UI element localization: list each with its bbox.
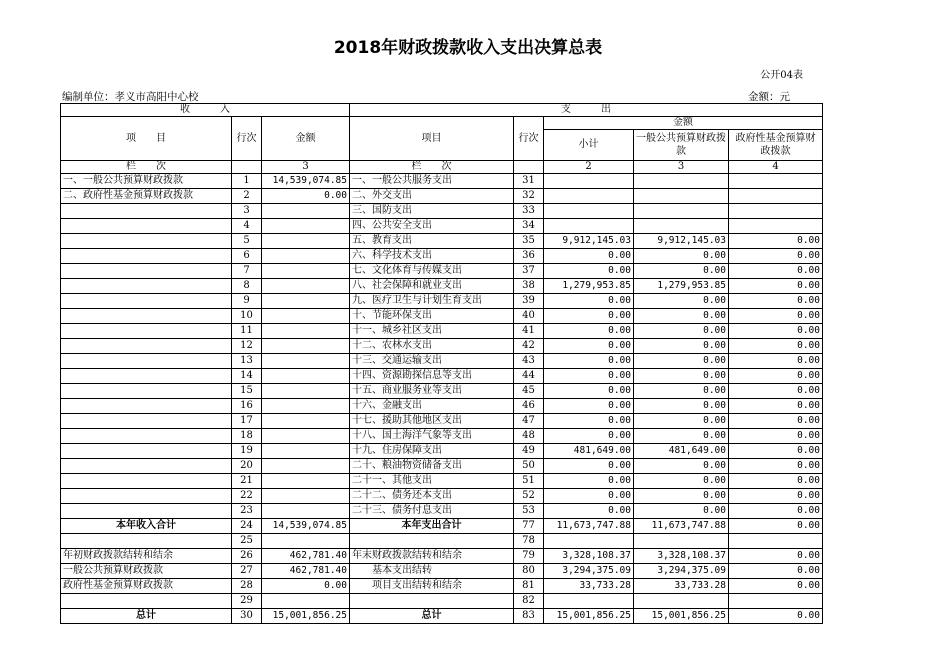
table-row [61, 384, 823, 399]
income-item [61, 489, 232, 504]
income-row-no: 17 [232, 414, 262, 429]
gov-fund-value: 0.00 [729, 354, 823, 369]
gov-fund-value: 0.00 [729, 369, 823, 384]
expense-row-no: 33 [514, 204, 544, 219]
gov-fund-value: 0.00 [729, 429, 823, 444]
expense-item: 十九、住房保障支出 [350, 444, 514, 459]
amount-unit: 金额：元 [748, 91, 790, 103]
subtotal-value: 0.00 [544, 474, 634, 489]
gov-fund-value: 0.00 [729, 579, 823, 594]
expense-row-no: 52 [514, 489, 544, 504]
table-row [61, 489, 823, 504]
income-item [61, 459, 232, 474]
table-row [61, 234, 823, 249]
income-amount [262, 504, 350, 519]
general-budget-header: 一般公共预算财政拨款 [634, 130, 729, 161]
page-title: 2018年财政拨款收入支出决算总表 [333, 38, 603, 58]
income-amount [262, 354, 350, 369]
gov-fund-value: 0.00 [729, 309, 823, 324]
expense-row-no: 45 [514, 384, 544, 399]
expense-row-no: 47 [514, 414, 544, 429]
income-row-no: 6 [232, 249, 262, 264]
expense-row-no: 50 [514, 459, 544, 474]
income-row-no: 23 [232, 504, 262, 519]
general-budget-value [634, 189, 729, 204]
income-row-no: 2 [232, 189, 262, 204]
general-budget-value: 0.00 [634, 309, 729, 324]
income-item: 政府性基金预算财政拨款 [61, 579, 232, 594]
subtotal-value [544, 534, 634, 549]
general-budget-value: 0.00 [634, 369, 729, 384]
gov-fund-value: 0.00 [729, 474, 823, 489]
subtotal-value: 0.00 [544, 339, 634, 354]
subtotal-value: 0.00 [544, 414, 634, 429]
gov-fund-value: 0.00 [729, 264, 823, 279]
expense-row-no: 83 [514, 609, 544, 624]
expense-row-no: 79 [514, 549, 544, 564]
expense-row-no: 80 [514, 564, 544, 579]
expense-row-no: 35 [514, 234, 544, 249]
income-amount [262, 294, 350, 309]
table-row [61, 279, 823, 294]
income-item [61, 594, 232, 609]
income-row-no: 27 [232, 564, 262, 579]
expense-item: 十五、商业服务业等支出 [350, 384, 514, 399]
expense-item: 十二、农林水支出 [350, 339, 514, 354]
income-amount [262, 219, 350, 234]
income-amount [262, 459, 350, 474]
expense-item: 二十三、债务付息支出 [350, 504, 514, 519]
subtotal-header: 小计 [544, 130, 634, 161]
income-item [61, 234, 232, 249]
general-budget-value [634, 219, 729, 234]
income-amount: 15,001,856.25 [262, 609, 350, 624]
income-amount [262, 414, 350, 429]
general-budget-value: 0.00 [634, 414, 729, 429]
expense-row-no: 32 [514, 189, 544, 204]
expense-item: 六、科学技术支出 [350, 249, 514, 264]
income-amount-header: 金额 [262, 117, 350, 161]
expense-row-no: 51 [514, 474, 544, 489]
income-row-no: 11 [232, 324, 262, 339]
income-amount [262, 309, 350, 324]
table-row [61, 414, 823, 429]
table-row [61, 429, 823, 444]
general-budget-value: 1,279,953.85 [634, 279, 729, 294]
subtotal-value: 9,912,145.03 [544, 234, 634, 249]
gov-fund-value [729, 189, 823, 204]
income-row-no: 21 [232, 474, 262, 489]
income-amount [262, 384, 350, 399]
gov-fund-value: 0.00 [729, 549, 823, 564]
budget-summary-table [60, 103, 823, 624]
subtotal-value [544, 219, 634, 234]
income-amount [262, 474, 350, 489]
table-row [61, 519, 823, 534]
subtotal-value: 0.00 [544, 249, 634, 264]
subtotal-value: 0.00 [544, 309, 634, 324]
subtotal-value: 0.00 [544, 504, 634, 519]
subtotal-value: 481,649.00 [544, 444, 634, 459]
table-row [61, 249, 823, 264]
expense-item: 本年支出合计 [350, 519, 514, 534]
expense-rowno-header: 行次 [514, 117, 544, 161]
general-budget-value: 0.00 [634, 489, 729, 504]
income-item-header: 项 目 [61, 117, 232, 161]
expense-item: 五、教育支出 [350, 234, 514, 249]
income-item: 总计 [61, 609, 232, 624]
table-row [61, 444, 823, 459]
expense-row-no: 81 [514, 579, 544, 594]
income-row-no: 7 [232, 264, 262, 279]
income-amount [262, 534, 350, 549]
income-row-no: 19 [232, 444, 262, 459]
expense-item: 基本支出结转 [350, 564, 514, 579]
subtotal-value: 3,328,108.37 [544, 549, 634, 564]
table-row [61, 459, 823, 474]
subtotal-value: 11,673,747.88 [544, 519, 634, 534]
subtotal-value: 0.00 [544, 399, 634, 414]
expense-item: 一、一般公共服务支出 [350, 174, 514, 189]
income-row-no: 25 [232, 534, 262, 549]
expense-row-no: 46 [514, 399, 544, 414]
income-row-no: 9 [232, 294, 262, 309]
expense-row-no: 41 [514, 324, 544, 339]
expense-item: 十七、援助其他地区支出 [350, 414, 514, 429]
income-amount [262, 324, 350, 339]
col-number-3: 3 [262, 161, 350, 174]
expense-item: 项目支出结转和结余 [350, 579, 514, 594]
income-amount [262, 339, 350, 354]
table-row [61, 354, 823, 369]
subtotal-value: 0.00 [544, 354, 634, 369]
expense-item: 九、医疗卫生与计划生育支出 [350, 294, 514, 309]
expense-item: 十一、城乡社区支出 [350, 324, 514, 339]
subtotal-value: 0.00 [544, 459, 634, 474]
general-budget-value: 0.00 [634, 324, 729, 339]
gov-fund-value: 0.00 [729, 399, 823, 414]
general-budget-value: 0.00 [634, 354, 729, 369]
gov-fund-value: 0.00 [729, 249, 823, 264]
income-item [61, 414, 232, 429]
income-amount: 0.00 [262, 579, 350, 594]
general-budget-value: 9,912,145.03 [634, 234, 729, 249]
income-item [61, 264, 232, 279]
income-row-no: 16 [232, 399, 262, 414]
subtotal-value: 0.00 [544, 429, 634, 444]
general-budget-value [634, 204, 729, 219]
subtotal-value [544, 594, 634, 609]
table-row [61, 564, 823, 579]
col-number-2: 2 [544, 161, 634, 174]
general-budget-value: 3,328,108.37 [634, 549, 729, 564]
general-budget-value: 0.00 [634, 504, 729, 519]
income-item: 二、政府性基金预算财政拨款 [61, 189, 232, 204]
gov-fund-value: 0.00 [729, 279, 823, 294]
general-budget-value: 481,649.00 [634, 444, 729, 459]
income-amount [262, 594, 350, 609]
expense-row-no: 77 [514, 519, 544, 534]
general-budget-value [634, 174, 729, 189]
general-budget-value: 33,733.28 [634, 579, 729, 594]
gov-fund-value: 0.00 [729, 459, 823, 474]
table-row [61, 579, 823, 594]
expense-item: 二十二、债务还本支出 [350, 489, 514, 504]
income-row-no: 4 [232, 219, 262, 234]
income-item [61, 249, 232, 264]
table-row [61, 474, 823, 489]
expense-item: 二、外交支出 [350, 189, 514, 204]
subtotal-value [544, 204, 634, 219]
general-budget-value: 0.00 [634, 249, 729, 264]
gov-fund-value: 0.00 [729, 294, 823, 309]
income-row-no: 10 [232, 309, 262, 324]
expense-row-no: 82 [514, 594, 544, 609]
general-budget-value: 0.00 [634, 399, 729, 414]
table-row [61, 609, 823, 624]
table-row [61, 339, 823, 354]
form-number: 公开04表 [760, 70, 803, 81]
expense-item: 八、社会保障和就业支出 [350, 279, 514, 294]
subtotal-value: 3,294,375.09 [544, 564, 634, 579]
income-row-no: 5 [232, 234, 262, 249]
expense-item: 二十一、其他支出 [350, 474, 514, 489]
gov-fund-value: 0.00 [729, 234, 823, 249]
expense-item: 十六、金融支出 [350, 399, 514, 414]
table-row [61, 369, 823, 384]
expense-row-no: 38 [514, 279, 544, 294]
general-budget-value: 11,673,747.88 [634, 519, 729, 534]
income-row-no: 26 [232, 549, 262, 564]
gov-fund-value: 0.00 [729, 384, 823, 399]
general-budget-value: 0.00 [634, 429, 729, 444]
income-row-no: 24 [232, 519, 262, 534]
income-amount: 462,781.40 [262, 564, 350, 579]
income-row-no: 13 [232, 354, 262, 369]
expense-item: 四、公共安全支出 [350, 219, 514, 234]
table-row [61, 549, 823, 564]
gov-fund-value: 0.00 [729, 444, 823, 459]
subtotal-value: 15,001,856.25 [544, 609, 634, 624]
income-row-no: 20 [232, 459, 262, 474]
expense-item-header: 项目 [350, 117, 514, 161]
income-row-no: 1 [232, 174, 262, 189]
expense-row-no: 43 [514, 354, 544, 369]
expense-row-no: 49 [514, 444, 544, 459]
income-item [61, 399, 232, 414]
income-rowno-header: 行次 [232, 117, 262, 161]
gov-fund-header: 政府性基金预算财政拨款 [729, 130, 823, 161]
expense-header: 支 出 [350, 104, 823, 117]
subtotal-value: 0.00 [544, 294, 634, 309]
subtotal-value: 0.00 [544, 369, 634, 384]
income-amount: 0.00 [262, 189, 350, 204]
expense-item: 十八、国土海洋气象等支出 [350, 429, 514, 444]
expense-item: 十四、资源勘探信息等支出 [350, 369, 514, 384]
col-label: 栏 次 [61, 161, 232, 174]
income-amount [262, 429, 350, 444]
income-amount [262, 489, 350, 504]
income-item [61, 474, 232, 489]
income-item: 本年收入合计 [61, 519, 232, 534]
gov-fund-value: 0.00 [729, 489, 823, 504]
table-row [61, 219, 823, 234]
expense-row-no: 39 [514, 294, 544, 309]
income-item [61, 219, 232, 234]
income-amount [262, 399, 350, 414]
general-budget-value: 0.00 [634, 339, 729, 354]
subtotal-value: 33,733.28 [544, 579, 634, 594]
gov-fund-value [729, 174, 823, 189]
gov-fund-value [729, 594, 823, 609]
income-item [61, 339, 232, 354]
table-row [61, 294, 823, 309]
gov-fund-value: 0.00 [729, 564, 823, 579]
income-item: 一、一般公共预算财政拨款 [61, 174, 232, 189]
income-item [61, 309, 232, 324]
expense-row-no: 44 [514, 369, 544, 384]
income-amount: 14,539,074.85 [262, 519, 350, 534]
subtotal-value [544, 174, 634, 189]
subtotal-value: 0.00 [544, 264, 634, 279]
expense-item [350, 534, 514, 549]
income-row-no: 30 [232, 609, 262, 624]
expense-item: 总计 [350, 609, 514, 624]
reporting-unit: 编制单位：孝义市高阳中心校 [62, 91, 199, 103]
gov-fund-value: 0.00 [729, 609, 823, 624]
income-item [61, 504, 232, 519]
income-amount [262, 249, 350, 264]
expense-item: 三、国防支出 [350, 204, 514, 219]
gov-fund-value: 0.00 [729, 324, 823, 339]
expense-row-no: 48 [514, 429, 544, 444]
gov-fund-value: 0.00 [729, 519, 823, 534]
expense-item [350, 594, 514, 609]
income-item [61, 429, 232, 444]
income-row-no: 28 [232, 579, 262, 594]
expense-row-no: 31 [514, 174, 544, 189]
income-amount: 462,781.40 [262, 549, 350, 564]
general-budget-value: 0.00 [634, 384, 729, 399]
general-budget-value [634, 594, 729, 609]
table-row [61, 174, 823, 189]
table-row [61, 204, 823, 219]
income-item [61, 369, 232, 384]
expense-row-no: 40 [514, 309, 544, 324]
income-item [61, 534, 232, 549]
income-item [61, 324, 232, 339]
income-amount: 14,539,074.85 [262, 174, 350, 189]
income-amount [262, 444, 350, 459]
expense-row-no: 34 [514, 219, 544, 234]
subtotal-value [544, 189, 634, 204]
gov-fund-value: 0.00 [729, 504, 823, 519]
income-item [61, 294, 232, 309]
gov-fund-value: 0.00 [729, 339, 823, 354]
income-amount [262, 369, 350, 384]
income-row-no: 14 [232, 369, 262, 384]
income-item [61, 204, 232, 219]
income-item [61, 279, 232, 294]
income-item [61, 444, 232, 459]
income-row-no: 18 [232, 429, 262, 444]
income-row-no: 8 [232, 279, 262, 294]
subtotal-value: 1,279,953.85 [544, 279, 634, 294]
subtotal-value: 0.00 [544, 384, 634, 399]
income-amount [262, 204, 350, 219]
table-row [61, 399, 823, 414]
expense-row-no: 53 [514, 504, 544, 519]
gov-fund-value: 0.00 [729, 414, 823, 429]
table-row [61, 189, 823, 204]
subtotal-value: 0.00 [544, 324, 634, 339]
expense-row-no: 36 [514, 249, 544, 264]
income-item: 一般公共预算财政拨款 [61, 564, 232, 579]
expense-item: 二十、粮油物资储备支出 [350, 459, 514, 474]
income-row-no: 22 [232, 489, 262, 504]
expense-row-no: 78 [514, 534, 544, 549]
table-row [61, 309, 823, 324]
col-number-3b: 3 [634, 161, 729, 174]
expense-item: 十、节能环保支出 [350, 309, 514, 324]
subtotal-value: 0.00 [544, 489, 634, 504]
table-row [61, 504, 823, 519]
table-row [61, 594, 823, 609]
table-row [61, 324, 823, 339]
income-row-no: 15 [232, 384, 262, 399]
table-row [61, 534, 823, 549]
expense-row-no: 37 [514, 264, 544, 279]
general-budget-value: 15,001,856.25 [634, 609, 729, 624]
income-amount [262, 279, 350, 294]
expense-row-no: 42 [514, 339, 544, 354]
income-item [61, 354, 232, 369]
general-budget-value: 0.00 [634, 294, 729, 309]
income-amount [262, 264, 350, 279]
col-label-2: 栏 次 [350, 161, 514, 174]
gov-fund-value [729, 204, 823, 219]
general-budget-value: 0.00 [634, 264, 729, 279]
general-budget-value [634, 534, 729, 549]
expense-item: 年末财政拨款结转和结余 [350, 549, 514, 564]
general-budget-value: 0.00 [634, 474, 729, 489]
income-amount [262, 234, 350, 249]
income-item [61, 384, 232, 399]
expense-item: 十三、交通运输支出 [350, 354, 514, 369]
general-budget-value: 3,294,375.09 [634, 564, 729, 579]
income-row-no: 3 [232, 204, 262, 219]
income-header: 收 入 [61, 104, 350, 117]
expense-amount-header: 金额 [544, 117, 823, 130]
income-item: 年初财政拨款结转和结余 [61, 549, 232, 564]
gov-fund-value [729, 219, 823, 234]
income-row-no: 12 [232, 339, 262, 354]
expense-item: 七、文化体育与传媒支出 [350, 264, 514, 279]
table-row [61, 264, 823, 279]
gov-fund-value [729, 534, 823, 549]
col-number-4: 4 [729, 161, 823, 174]
general-budget-value: 0.00 [634, 459, 729, 474]
income-row-no: 29 [232, 594, 262, 609]
